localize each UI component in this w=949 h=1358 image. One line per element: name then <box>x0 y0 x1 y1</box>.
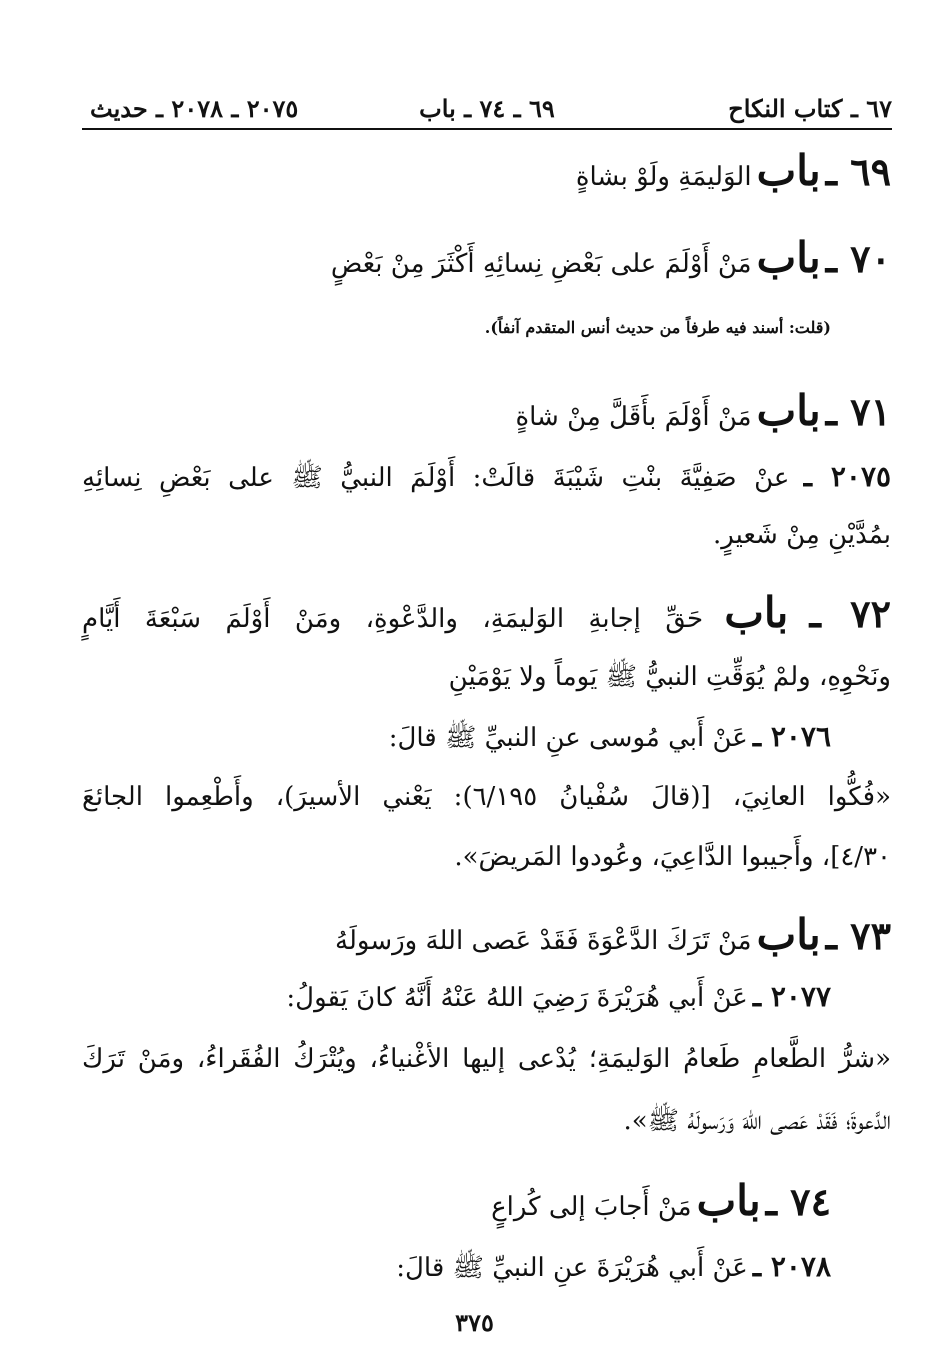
bab-word: باب <box>756 386 821 435</box>
hadith-2076-intro <box>389 720 831 759</box>
hadith-text: عَنْ أَبي هُرَيْرَةَ عنِ النبيِّ ﷺ قالَ: <box>396 1253 748 1283</box>
page-number: ٣٧٥ <box>455 1308 494 1337</box>
bab-69-heading <box>576 146 891 195</box>
bab-72-heading <box>82 588 891 637</box>
bab-title: مَنْ أَوْلَمَ بأَقَلَّ مِنْ شاةٍ <box>515 402 752 432</box>
editor-note: (قلت: أسند فيه طرفاً من حديث أنس المتقدم آنفاً). <box>484 318 831 337</box>
bab-72-heading-line-2: ونَحْوِهِ، ولمْ يُوَقِّتِ النبيُّ ﷺ يَوماً ولا يَوْمَيْنِ <box>448 662 891 692</box>
bab-word: باب <box>756 146 821 195</box>
bab-word: باب <box>756 910 821 959</box>
bab-73-heading <box>335 910 891 959</box>
hadith-2075-line-2: بمُدَّيْنِ مِنْ شَعيرٍ. <box>713 520 891 550</box>
bab-word: باب <box>756 233 821 282</box>
bab-number: ٧٠ ـ <box>825 236 891 281</box>
bab-number: ٧١ ـ <box>825 389 891 434</box>
header-bab-range: ٦٩ ـ ٧٤ ـ باب <box>419 94 555 123</box>
hadith-number: ٢٠٧٥ ـ <box>803 460 892 493</box>
header-chapter: ٦٧ ـ كتاب النكاح <box>728 94 892 123</box>
bab-number: ٧٣ ـ <box>825 913 891 958</box>
header-rule <box>82 128 892 130</box>
bab-number: ٧٤ ـ <box>765 1179 831 1224</box>
bab-number: ٦٩ ـ <box>825 149 891 194</box>
bab-number: ٧٢ ـ <box>809 591 891 636</box>
hadith-2077-line-1: «شرُّ الطَّعامِ طَعامُ الوَليمَةِ؛ يُدْعى إليها الأغْنياءُ، ويُتْرَكُ الفُقَراءُ، ومَنْ تَرَكَ <box>82 1044 891 1074</box>
bab-title: الوَليمَةِ ولَوْ بشاةٍ <box>575 162 752 192</box>
bab-title: مَنْ أَجابَ إلى كُراعٍ <box>491 1192 692 1222</box>
hadith-2078-intro <box>396 1250 831 1289</box>
hadith-2077-intro <box>286 980 831 1013</box>
hadith-2076-line-1: «فُكُّوا العانِيَ، [(قالَ سُفْيانُ ٦/١٩٥): يَعْني الأسيرَ)، وأَطْعِموا الجائعَ <box>82 782 891 812</box>
hadith-number: ٢٠٧٨ ـ <box>752 1250 831 1283</box>
hadith-2076-line-2: ٤/٣٠]، وأَجيبوا الدَّاعِيَ، وعُودوا المَريضَ». <box>454 842 891 872</box>
bab-74-heading <box>491 1176 831 1225</box>
bab-word: باب <box>724 588 789 637</box>
hadith-text: عَنْ أَبي مُوسى عنِ النبيِّ ﷺ قالَ: <box>388 723 748 753</box>
hadith-number: ٢٠٧٧ ـ <box>752 980 831 1013</box>
hadith-number: ٢٠٧٦ ـ <box>752 720 831 753</box>
header-hadith-range: ٢٠٧٥ ـ ٢٠٧٨ ـ حديث <box>90 94 299 123</box>
hadith-2077-line-2: الدَّعوةَ؛ فَقَدْ عَصى اللهَ وَرَسولَهُ ﷺ». <box>623 1106 891 1136</box>
bab-title: حَقِّ إجابةِ الوَليمَةِ، والدَّعْوةِ، ومَنْ أَوْلَمَ سَبْعَةَ أَيَّامٍ <box>82 604 704 634</box>
bab-word: باب <box>696 1176 761 1225</box>
bab-70-heading <box>331 233 891 282</box>
running-header <box>82 86 892 126</box>
bab-title: مَنْ أَوْلَمَ على بَعْضِ نِسائِهِ أَكْثَرَ مِنْ بَعْضٍ <box>330 249 752 279</box>
hadith-2075-line-1 <box>82 460 891 499</box>
hadith-text: عنْ صَفِيَّةَ بنْتِ شَيْبَةَ قالَتْ: أَوْلَمَ النبيُّ ﷺ على بَعْضِ نِسائِهِ <box>82 463 790 493</box>
bab-title: مَنْ تَرَكَ الدَّعْوَةَ فَقَدْ عَصى اللهَ ورَسولَهُ <box>335 926 752 956</box>
bab-71-heading <box>515 386 891 435</box>
hadith-text: عَنْ أَبي هُرَيْرَةَ رَضِيَ اللهُ عَنْهُ أَنَّهُ كانَ يَقولُ: <box>286 983 748 1013</box>
